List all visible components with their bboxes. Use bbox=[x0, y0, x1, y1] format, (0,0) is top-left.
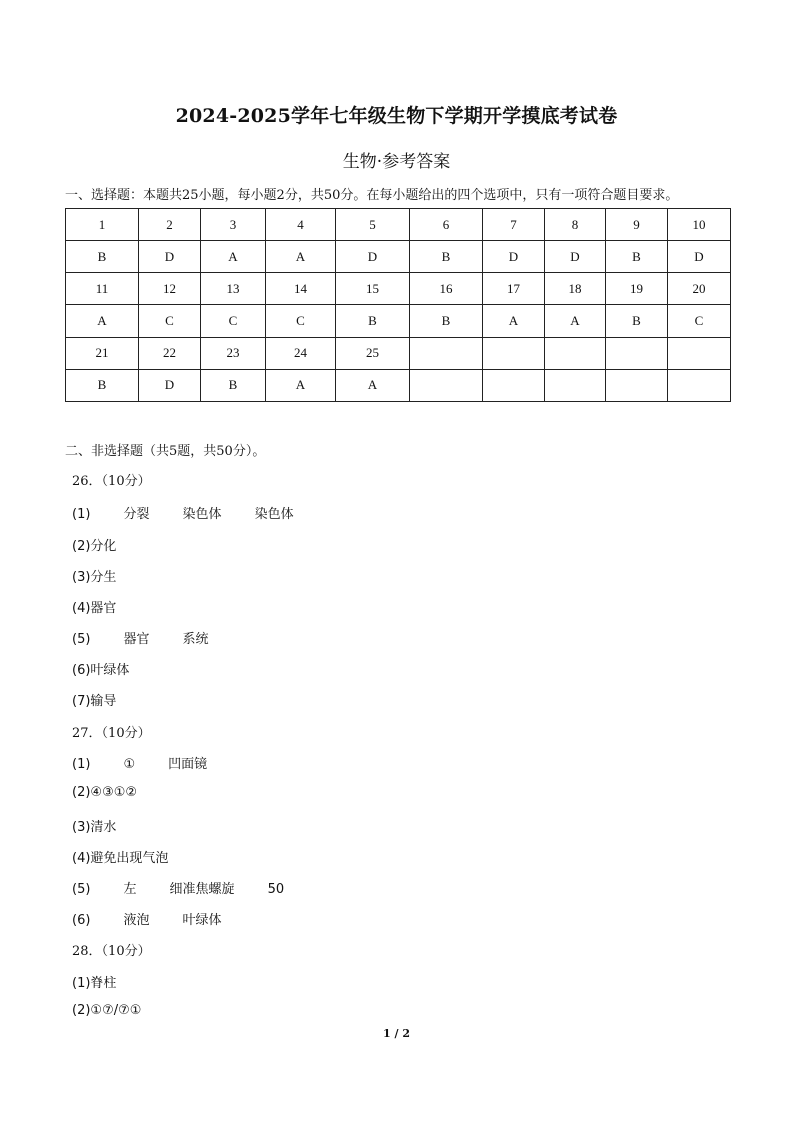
table-cell: B bbox=[606, 305, 668, 337]
table-cell: 6 bbox=[410, 209, 483, 241]
table-cell: 18 bbox=[545, 273, 606, 305]
section2-heading: 二、非选择题（共5题，共50分）。 bbox=[65, 444, 266, 459]
table-cell: B bbox=[410, 305, 483, 337]
answer-line: (2)④③①② bbox=[72, 785, 138, 800]
table-cell: A bbox=[545, 305, 606, 337]
table-cell bbox=[545, 369, 606, 401]
table-cell: 10 bbox=[668, 209, 731, 241]
table-cell: 15 bbox=[336, 273, 410, 305]
question-heading: 26．（10分） bbox=[72, 474, 151, 489]
table-cell: 23 bbox=[201, 337, 266, 369]
table-row bbox=[66, 337, 731, 369]
table-cell bbox=[483, 369, 545, 401]
answer-line: (7)输导 bbox=[72, 694, 117, 709]
table-cell: A bbox=[336, 369, 410, 401]
answer-line: (6) 液泡 叶绿体 bbox=[72, 913, 222, 928]
table-cell: 21 bbox=[66, 337, 139, 369]
table-cell: 2 bbox=[139, 209, 201, 241]
table-cell: C bbox=[668, 305, 731, 337]
table-cell bbox=[668, 337, 731, 369]
table-cell: 9 bbox=[606, 209, 668, 241]
table-cell: 1 bbox=[66, 209, 139, 241]
answer-line: (1)脊柱 bbox=[72, 976, 117, 991]
table-cell: 22 bbox=[139, 337, 201, 369]
table-cell: D bbox=[139, 241, 201, 273]
table-cell: 24 bbox=[266, 337, 336, 369]
question-heading: 28．（10分） bbox=[72, 944, 151, 959]
table-cell bbox=[410, 337, 483, 369]
table-cell: D bbox=[139, 369, 201, 401]
table-cell: 12 bbox=[139, 273, 201, 305]
table-cell: 16 bbox=[410, 273, 483, 305]
question-heading: 27．（10分） bbox=[72, 726, 151, 741]
table-cell: 13 bbox=[201, 273, 266, 305]
answer-line: (2)分化 bbox=[72, 539, 117, 554]
table-cell: A bbox=[266, 369, 336, 401]
table-cell bbox=[410, 369, 483, 401]
table-cell: A bbox=[266, 241, 336, 273]
table-cell: C bbox=[201, 305, 266, 337]
table-row bbox=[66, 209, 731, 241]
table-cell: 14 bbox=[266, 273, 336, 305]
table-cell: A bbox=[201, 241, 266, 273]
table-cell: 20 bbox=[668, 273, 731, 305]
table-cell: 8 bbox=[545, 209, 606, 241]
answer-line: (1) 分裂 染色体 染色体 bbox=[72, 507, 294, 522]
table-row bbox=[66, 369, 731, 401]
table-cell: 7 bbox=[483, 209, 545, 241]
table-cell: B bbox=[410, 241, 483, 273]
table-cell: 3 bbox=[201, 209, 266, 241]
answer-line: (5) 器官 系统 bbox=[72, 632, 209, 647]
table-cell: 11 bbox=[66, 273, 139, 305]
table-cell: D bbox=[668, 241, 731, 273]
table-cell: B bbox=[336, 305, 410, 337]
table-cell: B bbox=[606, 241, 668, 273]
table-cell bbox=[483, 337, 545, 369]
table-cell: 19 bbox=[606, 273, 668, 305]
table-cell: 25 bbox=[336, 337, 410, 369]
table-cell: D bbox=[336, 241, 410, 273]
table-row bbox=[66, 241, 731, 273]
answer-line: (6)叶绿体 bbox=[72, 663, 130, 678]
table-cell: 17 bbox=[483, 273, 545, 305]
table-cell: C bbox=[266, 305, 336, 337]
table-cell: 5 bbox=[336, 209, 410, 241]
answer-line: (5) 左 细准焦螺旋 50 bbox=[72, 882, 285, 897]
table-cell bbox=[545, 337, 606, 369]
table-cell: A bbox=[483, 305, 545, 337]
table-cell bbox=[668, 369, 731, 401]
section1-heading: 一、选择题：本题共25小题，每小题2分，共50分。在每小题给出的四个选项中，只有一项符合题目要求。 bbox=[65, 188, 679, 203]
table-cell: 4 bbox=[266, 209, 336, 241]
table-row bbox=[66, 305, 731, 337]
answer-line: (4)器官 bbox=[72, 601, 117, 616]
table-cell: B bbox=[66, 241, 139, 273]
answer-line: (2)①⑦/⑦① bbox=[72, 1003, 142, 1018]
table-cell: C bbox=[139, 305, 201, 337]
table-cell: B bbox=[66, 369, 139, 401]
table-cell: B bbox=[201, 369, 266, 401]
answer-line: (1) ① 凹面镜 bbox=[72, 757, 208, 772]
table-cell: D bbox=[483, 241, 545, 273]
page-title: 2024-2025学年七年级生物下学期开学摸底考试卷 bbox=[175, 105, 618, 127]
answer-line: (4)避免出现气泡 bbox=[72, 851, 169, 866]
table-cell bbox=[606, 337, 668, 369]
table-cell: A bbox=[66, 305, 139, 337]
table-cell: D bbox=[545, 241, 606, 273]
table-row bbox=[66, 273, 731, 305]
answer-line: (3)分生 bbox=[72, 570, 117, 585]
page-subtitle: 生物·参考答案 bbox=[342, 152, 451, 172]
table-cell bbox=[606, 369, 668, 401]
page-number: 1 / 2 bbox=[383, 1027, 410, 1040]
answer-line: (3)清水 bbox=[72, 820, 117, 835]
answer-table bbox=[65, 208, 731, 402]
